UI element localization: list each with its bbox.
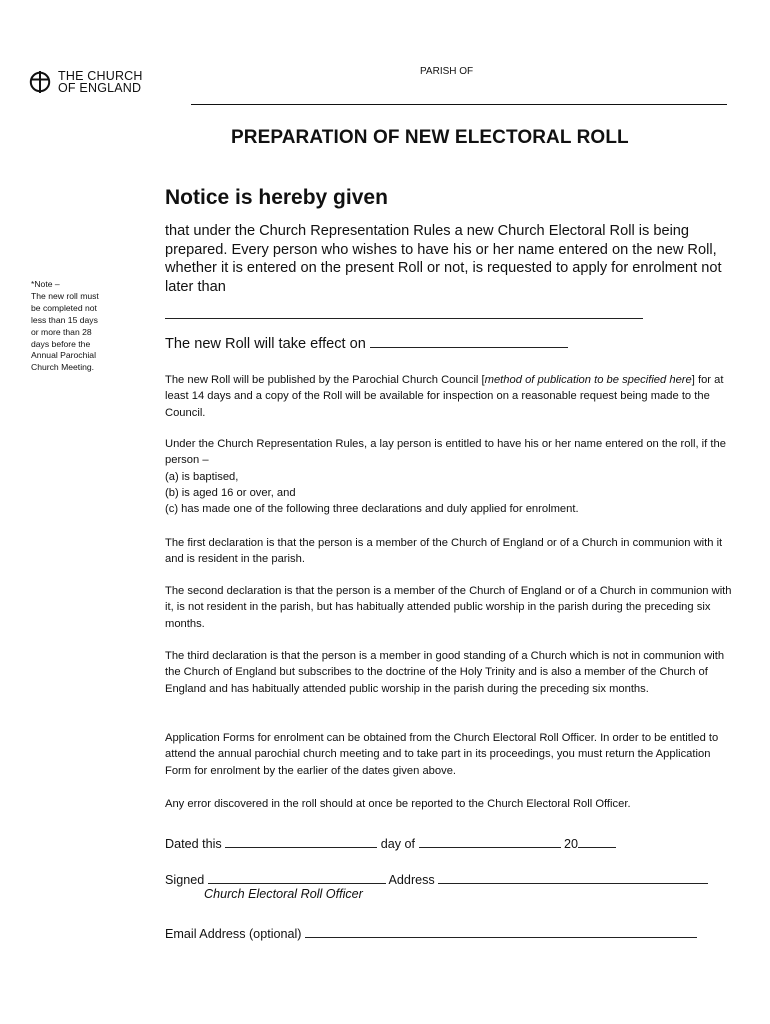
- side-note-line: days before the: [31, 338, 91, 349]
- dated-row: [165, 833, 616, 851]
- side-note-line: *Note –: [31, 279, 60, 289]
- application-forms-paragraph: Application Forms for enrolment can be obtained from the Church Electoral Roll Officer. In order to be entitled to attend the annual parochial church meeting and to take part in its proceedings, you must return the Application Form for enrolment by the earlier of the dates given above.: [165, 732, 719, 777]
- second-declaration: The second declaration is that the person is a member of the Church of England or of a Church in communion with it, is not resident in the parish, but has habitually attended public worship in the parish during the preceding six months.: [165, 585, 732, 630]
- parish-name-line: [191, 104, 727, 105]
- signed-row: [165, 869, 708, 887]
- year-prefix: 20: [564, 837, 579, 851]
- condition-a: (a) is baptised,: [165, 470, 239, 483]
- first-declaration: The first declaration is that the person is a member of the Church of England or of a Church in communion with it and is resident in the parish.: [165, 537, 723, 566]
- side-note: [31, 279, 111, 374]
- side-note-line: The new roll must: [31, 290, 99, 301]
- effect-date-row: [165, 333, 568, 352]
- dated-label: Dated this: [165, 837, 222, 851]
- side-note-line: less than 15 days: [31, 314, 98, 325]
- side-note-line: be completed not: [31, 302, 97, 313]
- signature-blank: [208, 869, 386, 884]
- eligibility-intro: Under the Church Representation Rules, a lay person is entitled to have his or her name entered on the roll, if the person –: [165, 438, 726, 467]
- side-note-line: or more than 28: [31, 326, 92, 337]
- publication-text-b: ] for at least 14 days and a copy of the Roll will be available for inspection on a reasonable request being made to the Council.: [165, 374, 724, 419]
- publication-paragraph: [165, 372, 735, 421]
- enrolment-deadline-line: [165, 318, 643, 319]
- parish-label: PARISH OF: [420, 66, 474, 77]
- side-note-line: Annual Parochial: [31, 350, 96, 361]
- notice-intro: that under the Church Representation Rules a new Church Electoral Roll is being prepared. Every person who wishes to have his or her name entered on the new Roll, whether it is entered on the present Roll or not, is requested to apply for enrolment not later than: [165, 223, 722, 296]
- church-cross-icon: [28, 70, 52, 94]
- day-blank: [225, 833, 377, 848]
- month-blank: [419, 833, 561, 848]
- church-of-england-logo: [28, 70, 143, 94]
- address-blank: [438, 869, 708, 884]
- effect-date-blank: [370, 333, 568, 348]
- condition-b: (b) is aged 16 or over, and: [165, 486, 296, 499]
- officer-caption: Church Electoral Roll Officer: [204, 887, 363, 901]
- effect-label: The new Roll will take effect on: [165, 336, 366, 352]
- logo-text-line2: OF ENGLAND: [58, 81, 142, 95]
- email-blank: [305, 923, 697, 938]
- year-blank: [578, 833, 616, 848]
- email-label: Email Address (optional): [165, 927, 302, 941]
- eligibility-paragraph: [165, 436, 735, 517]
- errors-paragraph: Any error discovered in the roll should at once be reported to the Church Electoral Roll Officer.: [165, 798, 631, 810]
- page-title: PREPARATION OF NEW ELECTORAL ROLL: [231, 127, 629, 148]
- day-of-label: day of: [380, 837, 416, 851]
- signed-label: Signed: [165, 873, 205, 887]
- logo-text: [58, 70, 143, 94]
- email-row: [165, 923, 697, 941]
- notice-heading: Notice is hereby given: [165, 186, 388, 209]
- third-declaration: The third declaration is that the person is a member in good standing of a Church which is not in communion with the Church of England but subscribes to the doctrine of the Holy Trinity and is also a member of the Church of England and has habitually attended public worship in the parish during the preceding six months.: [165, 650, 725, 695]
- address-label: Address: [388, 873, 435, 887]
- publication-text-a: The new Roll will be published by the Parochial Church Council [: [165, 374, 485, 386]
- condition-c: (c) has made one of the following three declarations and duly applied for enrolment.: [165, 503, 579, 516]
- logo-text-line1: THE CHURCH: [58, 69, 143, 83]
- side-note-line: Church Meeting.: [31, 362, 95, 373]
- publication-method-placeholder: method of publication to be specified here: [484, 374, 692, 386]
